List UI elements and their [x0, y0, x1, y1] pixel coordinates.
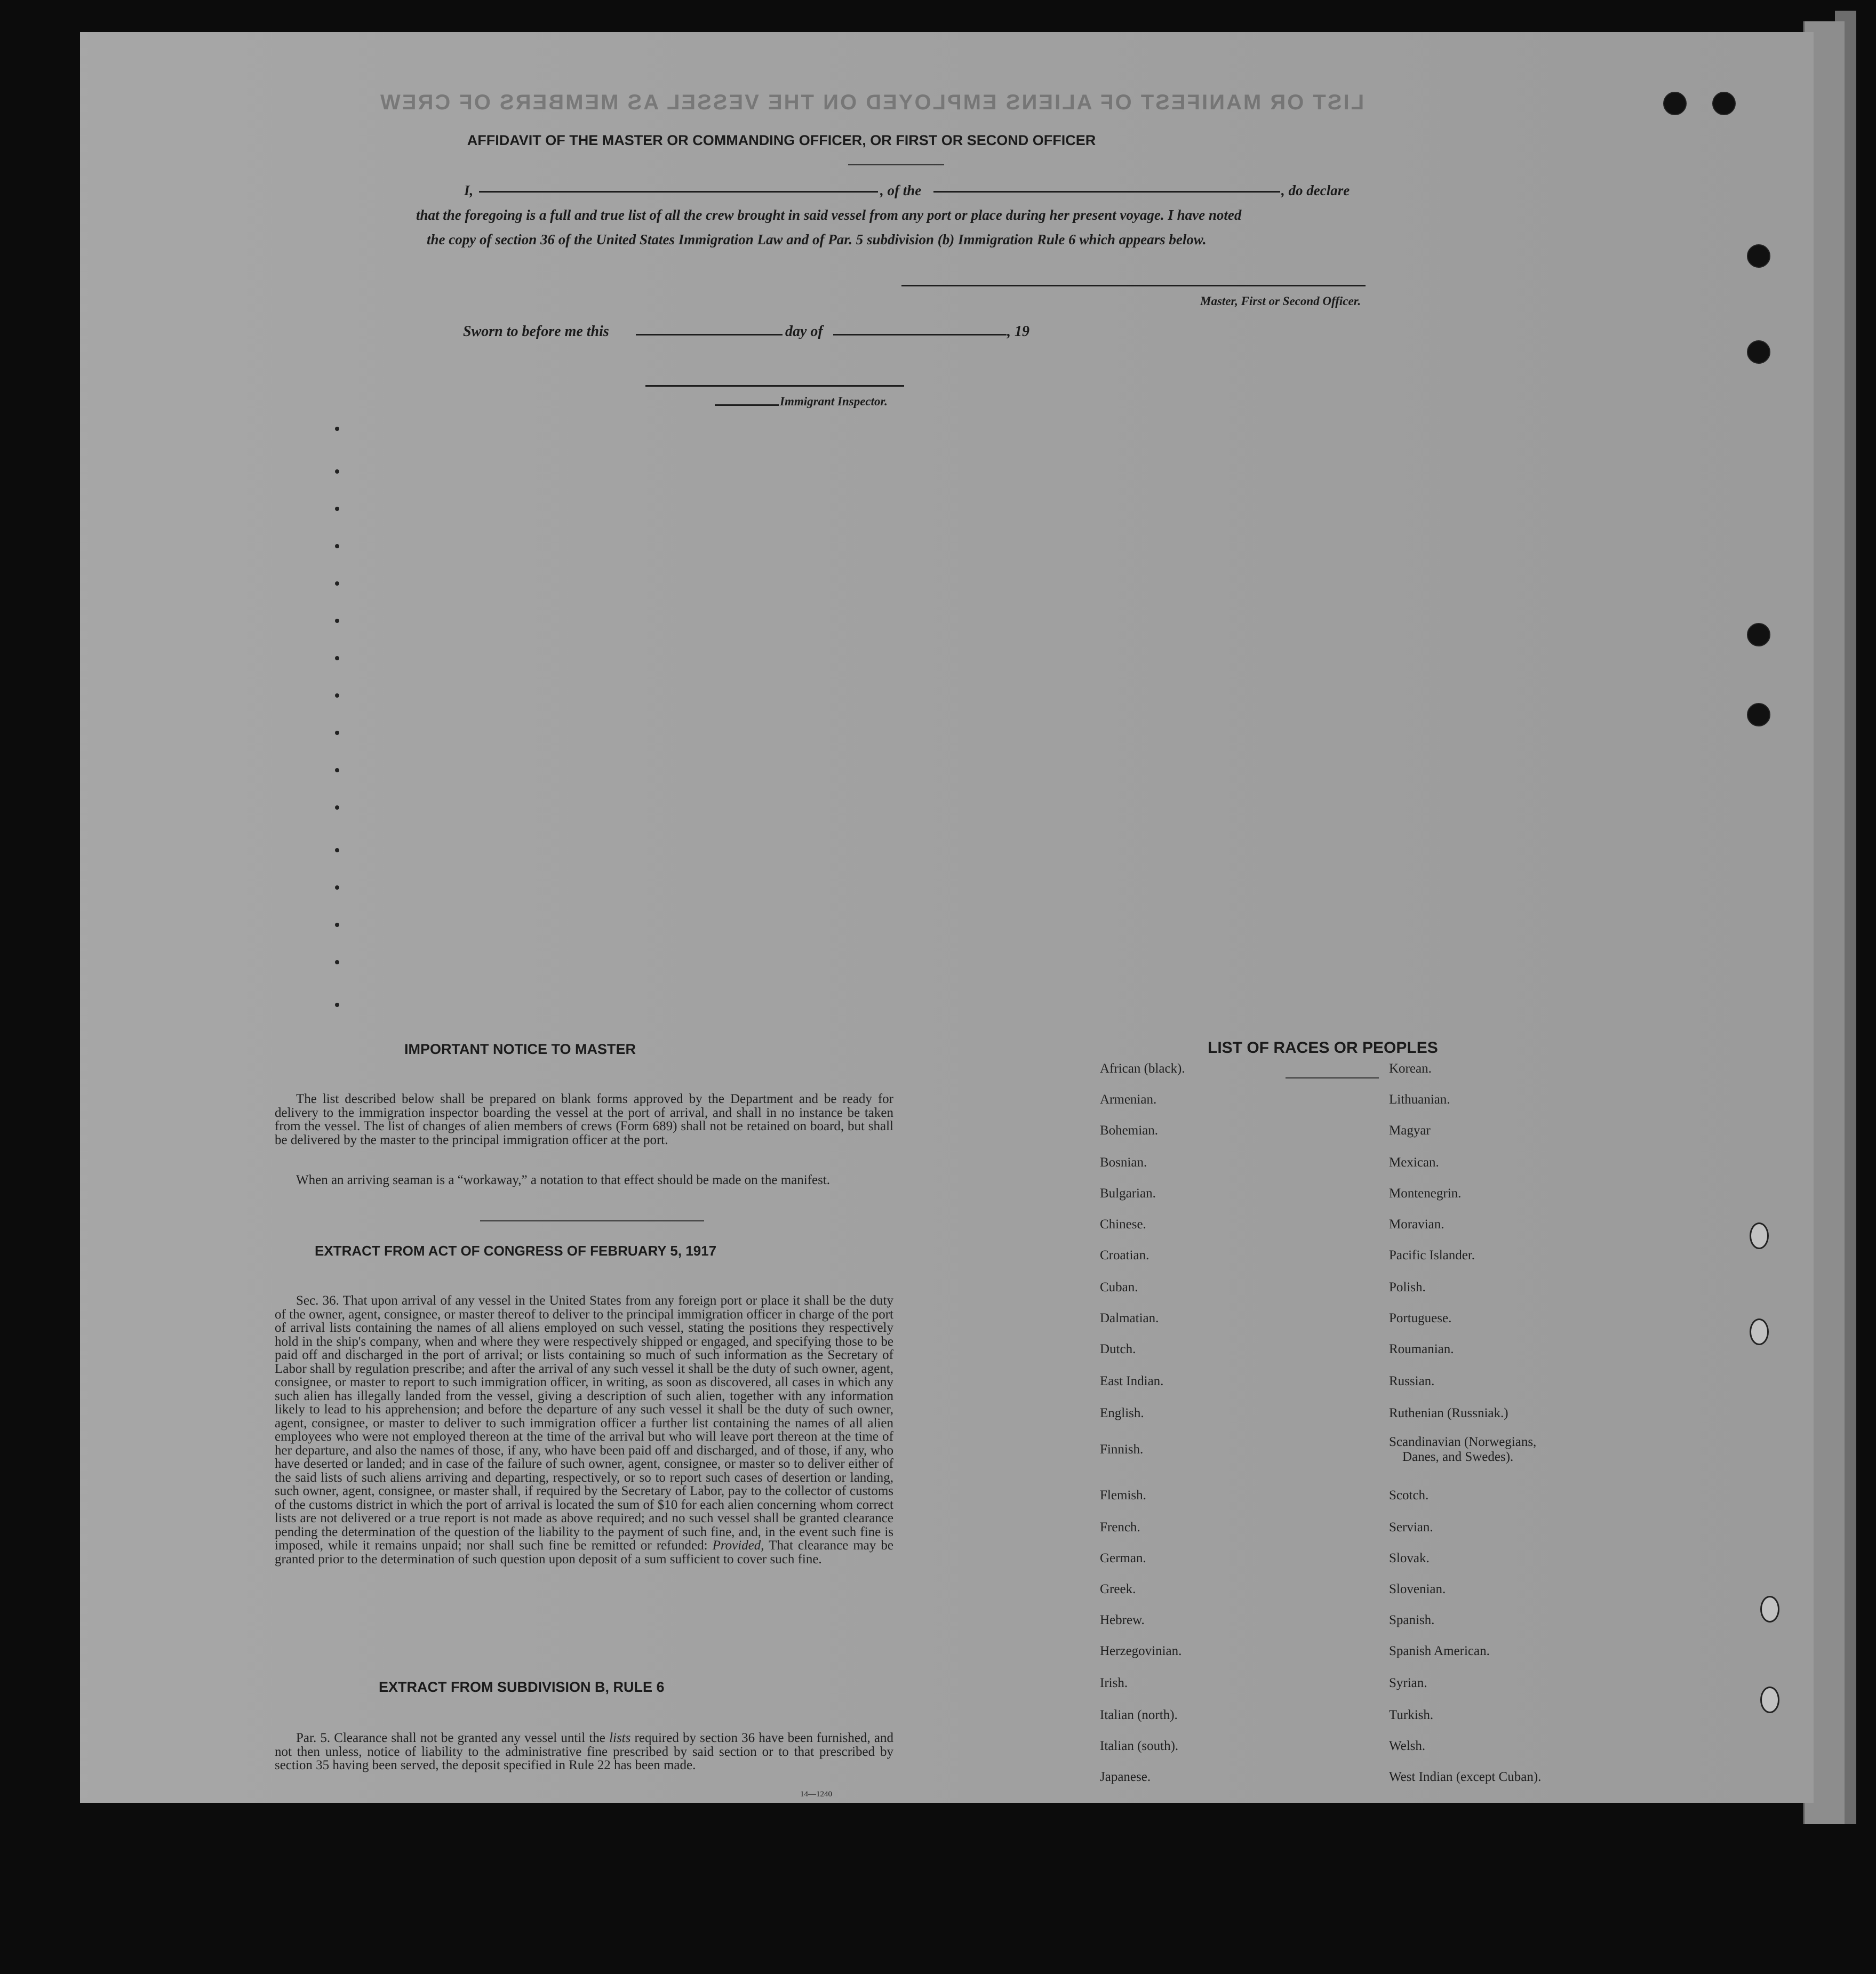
punch-ring	[1760, 1596, 1779, 1623]
punch-hole	[1747, 340, 1770, 364]
punch-hole	[1747, 703, 1770, 726]
race-item: Polish.	[1389, 1280, 1426, 1294]
race-item: Irish.	[1100, 1676, 1128, 1690]
punch-hole	[1747, 623, 1770, 646]
race-item: Flemish.	[1100, 1488, 1146, 1503]
bleed-dot	[335, 768, 339, 772]
bleed-dot	[335, 581, 339, 586]
bleed-dot	[335, 544, 339, 548]
act-extract-text	[275, 1294, 893, 1566]
punch-ring	[1760, 1687, 1779, 1713]
race-item: Russian.	[1389, 1374, 1435, 1388]
race-item: Syrian.	[1389, 1676, 1427, 1690]
race-item: Japanese.	[1100, 1770, 1151, 1784]
race-item: Spanish American.	[1389, 1644, 1490, 1658]
act-text-end: That clearance may be granted prior to the determination of such question upon deposit of a sum sufficient to cover such fine.	[275, 1538, 893, 1567]
race-item: Moravian.	[1389, 1217, 1444, 1232]
bleed-dot	[335, 805, 339, 810]
race-item: Magyar	[1389, 1123, 1431, 1138]
race-item: Slovenian.	[1389, 1582, 1446, 1596]
race-item: Scandinavian (Norwegians, Danes, and Swedes).	[1389, 1435, 1537, 1464]
sworn-label: Sworn to before me this	[463, 323, 609, 340]
race-item: Chinese.	[1100, 1217, 1146, 1232]
race-item: Lithuanian.	[1389, 1092, 1450, 1107]
punch-hole	[1712, 92, 1736, 115]
race-item: Montenegrin.	[1389, 1186, 1462, 1201]
punch-hole	[1747, 244, 1770, 268]
affidavit-of-the: , of the	[880, 182, 922, 198]
act-text-main: Sec. 36. That upon arrival of any vessel in the United States from any foreign port or place it shall be the duty of the owner, agent, consignee, or master thereof to deliver to the principal immigration officer in charge of the port of arrival lists containing the names of all aliens employed on such vessel, stating the positions they respectively hold in the ship's company, when and where they were respectively shipped or engaged, and specifying those to be paid off and discharged in the port of arrival; or lists containing so much of such information as the Secretary of Labor shall by regulation prescribe; and after the arrival of any such vessel it shall be the duty of such owner, agent, consignee, or master to report to such immigration officer, in writing, as soon as discovered, all cases in which any such alien has illegally landed from the vessel, giving a description of such alien, together with any information likely to lead to his apprehension; and before the departure of any such vessel it shall be the duty of such owner, agent, consignee, or master to deliver to such immigration officer a further list containing the names of all alien employees who were not employed thereon at the time of the arrival but who will leave port thereon at the time of her departure, and also the names of those, if any, who have been paid off and discharged, and of those, if any, who have deserted or landed; and in case of the failure of such owner, agent, consignee, or master so to deliver either of the said lists of such aliens arriving and departing, respectively, or so to report such cases of desertion or landing, such owner, agent, consignee, or master shall, if required by the Secretary of Labor, pay to the collector of customs of the customs district in which the port of arrival is located the sum of $10 for each alien concerning whom correct lists are not delivered or a true report is not made as above required; and no such vessel shall be granted clearance pending the determination of the question of the liability to the payment of such fine, and, in the event such fine is imposed, while it remains unpaid; nor shall such fine be remitted or refunded:	[275, 1293, 893, 1553]
vessel-blank	[933, 191, 1280, 193]
rule-extract-title: EXTRACT FROM SUBDIVISION B, RULE 6	[379, 1679, 665, 1695]
race-item: Bohemian.	[1100, 1123, 1159, 1138]
race-item: Italian (south).	[1100, 1739, 1179, 1753]
race-item: Ruthenian (Russniak.)	[1389, 1406, 1508, 1420]
race-item: West Indian (except Cuban).	[1389, 1770, 1542, 1784]
bleedthrough-header: LIST OR MANIFEST OF ALIENS EMPLOYED ON THE VESSEL AS MEMBERS OF CREW	[379, 91, 1364, 114]
race-item: Hebrew.	[1100, 1613, 1145, 1627]
master-label: Master, First or Second Officer.	[1200, 294, 1361, 308]
race-item: French.	[1100, 1520, 1140, 1535]
inspector-short-line	[715, 404, 779, 406]
master-signature-line	[901, 285, 1366, 286]
race-item: Italian (north).	[1100, 1708, 1178, 1722]
bleed-dot	[335, 1003, 339, 1007]
provided-word: Provided,	[712, 1538, 764, 1553]
rule-extract-text	[275, 1731, 893, 1772]
notice-title: IMPORTANT NOTICE TO MASTER	[404, 1041, 636, 1057]
affidavit-line2: that the foregoing is a full and true list of all the crew brought in said vessel from any port or place during her present voyage. I have noted	[416, 207, 1242, 223]
bleed-dot	[335, 619, 339, 623]
notice-rule	[480, 1220, 704, 1221]
bleed-dot	[335, 507, 339, 511]
race-item: Turkish.	[1389, 1708, 1434, 1722]
rule-text-b: required by section 36 have been furnished, and not then unless, notice of liability to the administrative fine prescribed by said section or to that prescribed by section 35 having been served, the deposit specified in Rule 22 has been made.	[275, 1731, 893, 1772]
race-item: Armenian.	[1100, 1092, 1157, 1107]
punch-hole	[1663, 92, 1687, 115]
races-title: LIST OF RACES OR PEOPLES	[1208, 1039, 1438, 1057]
bleed-dot	[335, 693, 339, 698]
race-item: Slovak.	[1389, 1551, 1430, 1565]
race-item: Finnish.	[1100, 1442, 1144, 1457]
race-item: African (black).	[1100, 1061, 1185, 1076]
punch-ring	[1750, 1318, 1769, 1345]
races-rule	[1286, 1077, 1379, 1078]
inspector-label: Immigrant Inspector.	[780, 395, 888, 408]
race-item: Portuguese.	[1389, 1311, 1452, 1325]
affidavit-title: AFFIDAVIT OF THE MASTER OR COMMANDING OFFICER, OR FIRST OR SECOND OFFICER	[467, 132, 1096, 148]
lists-word: lists	[609, 1731, 631, 1745]
act-extract-title: EXTRACT FROM ACT OF CONGRESS OF FEBRUARY 5, 1917	[315, 1243, 717, 1259]
race-item: Bulgarian.	[1100, 1186, 1156, 1201]
race-item: Roumanian.	[1389, 1342, 1454, 1356]
name-blank	[479, 191, 878, 193]
form-number: 14—1240	[800, 1790, 832, 1799]
bleed-dot	[335, 848, 339, 852]
race-item: Bosnian.	[1100, 1155, 1147, 1170]
bleed-dot	[335, 885, 339, 890]
race-item: Croatian.	[1100, 1248, 1149, 1262]
bleed-dot	[335, 656, 339, 660]
race-item: Pacific Islander.	[1389, 1248, 1475, 1262]
bleed-dot	[335, 960, 339, 964]
race-item: Korean.	[1389, 1061, 1432, 1076]
notice-paragraph-1: The list described below shall be prepared on blank forms approved by the Department and be ready for delivery to the immigration inspector boarding the vessel at the port of arrival, and shall in no instance be taken from the vessel. The list of changes of alien members of crews (Form 689) shall not be retained on board, but shall be delivered by the master to the principal immigration officer at the port.	[275, 1092, 893, 1147]
sworn-day-blank	[636, 334, 783, 335]
affidavit-declare: , do declare	[1281, 182, 1350, 198]
race-item: English.	[1100, 1406, 1144, 1420]
race-item: German.	[1100, 1551, 1146, 1565]
bleed-dot	[335, 731, 339, 735]
race-item: Mexican.	[1389, 1155, 1439, 1170]
notice-paragraph-2: When an arriving seaman is a “workaway,” a notation to that effect should be made on the manifest.	[296, 1173, 831, 1187]
race-item: Cuban.	[1100, 1280, 1138, 1294]
race-item: Spanish.	[1389, 1613, 1435, 1627]
title-rule	[848, 164, 944, 165]
race-item: East Indian.	[1100, 1374, 1164, 1388]
inspector-signature-line	[645, 385, 904, 387]
race-item: Dutch.	[1100, 1342, 1136, 1356]
race-item: Greek.	[1100, 1582, 1136, 1596]
punch-ring	[1750, 1222, 1769, 1249]
bleed-dot	[335, 427, 339, 431]
affidavit-i: I,	[464, 182, 474, 198]
race-item: Servian.	[1389, 1520, 1433, 1535]
rule-text-a: Par. 5. Clearance shall not be granted any vessel until the	[296, 1731, 605, 1745]
race-item: Welsh.	[1389, 1739, 1426, 1753]
year-label: , 19	[1007, 323, 1029, 340]
month-blank	[833, 334, 1007, 335]
race-item: Herzegovinian.	[1100, 1644, 1182, 1658]
race-item: Scotch.	[1389, 1488, 1429, 1503]
race-item: Dalmatian.	[1100, 1311, 1159, 1325]
affidavit-line3: the copy of section 36 of the United States Immigration Law and of Par. 5 subdivision (b) Immigration Rule 6 which appears below.	[427, 231, 1207, 247]
document-page	[80, 32, 1814, 1803]
day-of-label: day of	[785, 323, 823, 340]
bleed-dot	[335, 923, 339, 927]
bleed-dot	[335, 469, 339, 474]
